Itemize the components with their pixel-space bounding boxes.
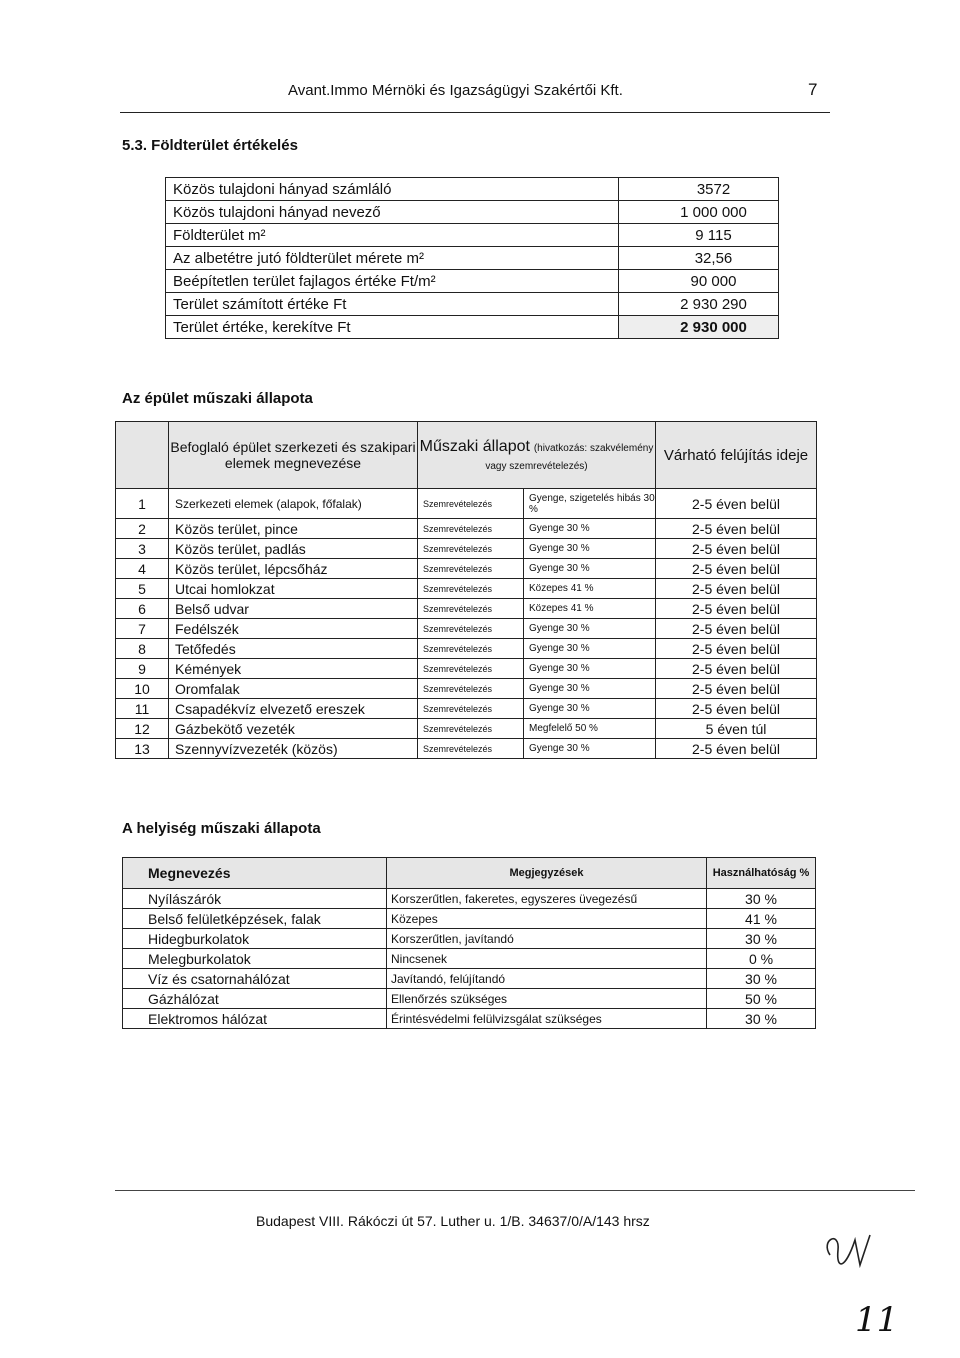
state-reference: Szemrevételezés xyxy=(418,519,524,539)
renewal-time: 2-5 éven belül xyxy=(656,539,817,559)
table-row xyxy=(116,639,817,659)
land-label: Az albetétre jutó földterület mérete m² xyxy=(166,247,619,270)
state-reference: Szemrevételezés xyxy=(418,699,524,719)
table-row xyxy=(116,659,817,679)
table-row xyxy=(123,909,816,929)
renewal-time: 2-5 éven belül xyxy=(656,739,817,759)
room-item-name: Víz és csatornahálózat xyxy=(123,969,387,989)
table-row xyxy=(116,739,817,759)
room-item-note: Javítandó, felújítandó xyxy=(387,969,707,989)
room-item-name: Gázhálózat xyxy=(123,989,387,1009)
renewal-time: 2-5 éven belül xyxy=(656,579,817,599)
row-number: 5 xyxy=(116,579,169,599)
state-value: Gyenge 30 % xyxy=(524,519,656,539)
table-row xyxy=(123,949,816,969)
renewal-time: 2-5 éven belül xyxy=(656,599,817,619)
room-item-note: Érintésvédelmi felülvizsgálat szükséges xyxy=(387,1009,707,1029)
land-label: Terület számított értéke Ft xyxy=(166,293,619,316)
element-name: Közös terület, lépcsőház xyxy=(169,559,418,579)
land-row xyxy=(166,316,779,339)
state-reference: Szemrevételezés xyxy=(418,539,524,559)
state-value: Gyenge 30 % xyxy=(524,619,656,639)
room-item-note: Közepes xyxy=(387,909,707,929)
row-number: 2 xyxy=(116,519,169,539)
handwritten-page-number: 11 xyxy=(855,1300,899,1340)
table-row xyxy=(116,559,817,579)
element-name: Oromfalak xyxy=(169,679,418,699)
room-item-usability: 30 % xyxy=(707,1009,816,1029)
state-reference: Szemrevételezés xyxy=(418,599,524,619)
col-header-state: Műszaki állapot (hivatkozás: szakvélemény vagy szemrevételezés) xyxy=(418,422,656,489)
element-name: Belső udvar xyxy=(169,599,418,619)
row-number: 8 xyxy=(116,639,169,659)
table-row xyxy=(116,539,817,559)
land-value: 1 000 000 xyxy=(619,201,779,224)
element-name: Szennyvízvezeték (közös) xyxy=(169,739,418,759)
table-row xyxy=(123,969,816,989)
renewal-time: 2-5 éven belül xyxy=(656,519,817,539)
col-header-element: Befoglaló épület szerkezeti és szakipari elemek megnevezése xyxy=(169,422,418,489)
room-item-note: Korszerűtlen, javítandó xyxy=(387,929,707,949)
land-value: 32,56 xyxy=(619,247,779,270)
element-name: Szerkezeti elemek (alapok, főfalak) xyxy=(169,489,418,519)
state-reference: Szemrevételezés xyxy=(418,559,524,579)
table-row xyxy=(116,579,817,599)
element-name: Kémények xyxy=(169,659,418,679)
state-value: Gyenge 30 % xyxy=(524,539,656,559)
state-reference: Szemrevételezés xyxy=(418,639,524,659)
land-label: Közös tulajdoni hányad számláló xyxy=(166,178,619,201)
land-row xyxy=(166,201,779,224)
element-name: Tetőfedés xyxy=(169,639,418,659)
table-row xyxy=(116,599,817,619)
state-reference: Szemrevételezés xyxy=(418,679,524,699)
row-number: 1 xyxy=(116,489,169,519)
row-number: 12 xyxy=(116,719,169,739)
section-title: 5.3. Földterület értékelés xyxy=(122,137,298,154)
room-title: A helyiség műszaki állapota xyxy=(122,820,321,837)
table-row xyxy=(116,619,817,639)
room-item-usability: 50 % xyxy=(707,989,816,1009)
state-value: Közepes 41 % xyxy=(524,599,656,619)
page-number: 7 xyxy=(808,80,818,99)
header-rule xyxy=(120,112,830,113)
table-row xyxy=(123,929,816,949)
col-header-number xyxy=(116,422,169,489)
state-reference: Szemrevételezés xyxy=(418,739,524,759)
room-item-name: Belső felületképzések, falak xyxy=(123,909,387,929)
room-item-name: Melegburkolatok xyxy=(123,949,387,969)
row-number: 3 xyxy=(116,539,169,559)
state-reference: Szemrevételezés xyxy=(418,659,524,679)
renewal-time: 2-5 éven belül xyxy=(656,559,817,579)
room-item-name: Elektromos hálózat xyxy=(123,1009,387,1029)
land-value: 90 000 xyxy=(619,270,779,293)
land-row xyxy=(166,270,779,293)
state-value: Gyenge 30 % xyxy=(524,559,656,579)
table-row xyxy=(116,699,817,719)
footer-rule xyxy=(115,1190,915,1191)
room-item-usability: 0 % xyxy=(707,949,816,969)
state-value: Gyenge 30 % xyxy=(524,739,656,759)
room-item-note: Ellenőrzés szükséges xyxy=(387,989,707,1009)
state-value: Gyenge, szigetelés hibás 30 % xyxy=(524,489,656,519)
renewal-time: 2-5 éven belül xyxy=(656,679,817,699)
land-value: 3572 xyxy=(619,178,779,201)
col-header-note: Megjegyzések xyxy=(387,858,707,889)
renewal-time: 2-5 éven belül xyxy=(656,489,817,519)
state-value: Közepes 41 % xyxy=(524,579,656,599)
land-label: Beépítetlen terület fajlagos értéke Ft/m² xyxy=(166,270,619,293)
room-item-name: Hidegburkolatok xyxy=(123,929,387,949)
state-reference: Szemrevételezés xyxy=(418,579,524,599)
room-item-usability: 41 % xyxy=(707,909,816,929)
state-reference: Szemrevételezés xyxy=(418,719,524,739)
room-item-usability: 30 % xyxy=(707,969,816,989)
state-value: Gyenge 30 % xyxy=(524,639,656,659)
row-number: 11 xyxy=(116,699,169,719)
row-number: 13 xyxy=(116,739,169,759)
element-name: Gázbekötő vezeték xyxy=(169,719,418,739)
element-name: Utcai homlokzat xyxy=(169,579,418,599)
renewal-time: 2-5 éven belül xyxy=(656,659,817,679)
element-name: Csapadékvíz elvezető ereszek xyxy=(169,699,418,719)
row-number: 10 xyxy=(116,679,169,699)
room-item-usability: 30 % xyxy=(707,929,816,949)
renewal-time: 2-5 éven belül xyxy=(656,639,817,659)
col-header-renewal: Várható felújítás ideje xyxy=(656,422,817,489)
building-title: Az épület műszaki állapota xyxy=(122,390,313,407)
land-value: 2 930 290 xyxy=(619,293,779,316)
land-valuation-table xyxy=(165,177,779,339)
land-row xyxy=(166,247,779,270)
col-header-name: Megnevezés xyxy=(123,858,387,889)
state-reference: Szemrevételezés xyxy=(418,489,524,519)
room-condition-table xyxy=(122,857,816,1029)
land-row xyxy=(166,224,779,247)
element-name: Közös terület, padlás xyxy=(169,539,418,559)
state-value: Gyenge 30 % xyxy=(524,659,656,679)
land-label: Terület értéke, kerekítve Ft xyxy=(166,316,619,339)
state-value: Megfelelő 50 % xyxy=(524,719,656,739)
table-row xyxy=(123,1009,816,1029)
room-item-note: Nincsenek xyxy=(387,949,707,969)
table-row xyxy=(123,989,816,1009)
table-row xyxy=(116,679,817,699)
room-item-note: Korszerűtlen, fakeretes, egyszeres üvegezésű xyxy=(387,889,707,909)
land-label: Földterület m² xyxy=(166,224,619,247)
room-item-usability: 30 % xyxy=(707,889,816,909)
element-name: Közös terület, pince xyxy=(169,519,418,539)
element-name: Fedélszék xyxy=(169,619,418,639)
row-number: 7 xyxy=(116,619,169,639)
land-label: Közös tulajdoni hányad nevező xyxy=(166,201,619,224)
table-row xyxy=(123,889,816,909)
table-row xyxy=(116,489,817,519)
row-number: 9 xyxy=(116,659,169,679)
building-condition-table xyxy=(115,421,817,759)
land-value: 9 115 xyxy=(619,224,779,247)
table-row xyxy=(116,519,817,539)
state-reference: Szemrevételezés xyxy=(418,619,524,639)
land-row xyxy=(166,178,779,201)
row-number: 4 xyxy=(116,559,169,579)
state-value: Gyenge 30 % xyxy=(524,679,656,699)
land-row xyxy=(166,293,779,316)
land-value: 2 930 000 xyxy=(619,316,779,339)
room-item-name: Nyílászárók xyxy=(123,889,387,909)
renewal-time: 2-5 éven belül xyxy=(656,619,817,639)
row-number: 6 xyxy=(116,599,169,619)
footer-address: Budapest VIII. Rákóczi út 57. Luther u. 1/B. 34637/0/A/143 hrsz xyxy=(256,1213,650,1229)
table-row xyxy=(116,719,817,739)
header-company: Avant.Immo Mérnöki és Igazságügyi Szakértői Kft. xyxy=(288,82,623,99)
col-header-usability: Használhatóság % xyxy=(707,858,816,889)
renewal-time: 2-5 éven belül xyxy=(656,699,817,719)
signature-mark xyxy=(800,1210,910,1280)
renewal-time: 5 éven túl xyxy=(656,719,817,739)
state-value: Gyenge 30 % xyxy=(524,699,656,719)
